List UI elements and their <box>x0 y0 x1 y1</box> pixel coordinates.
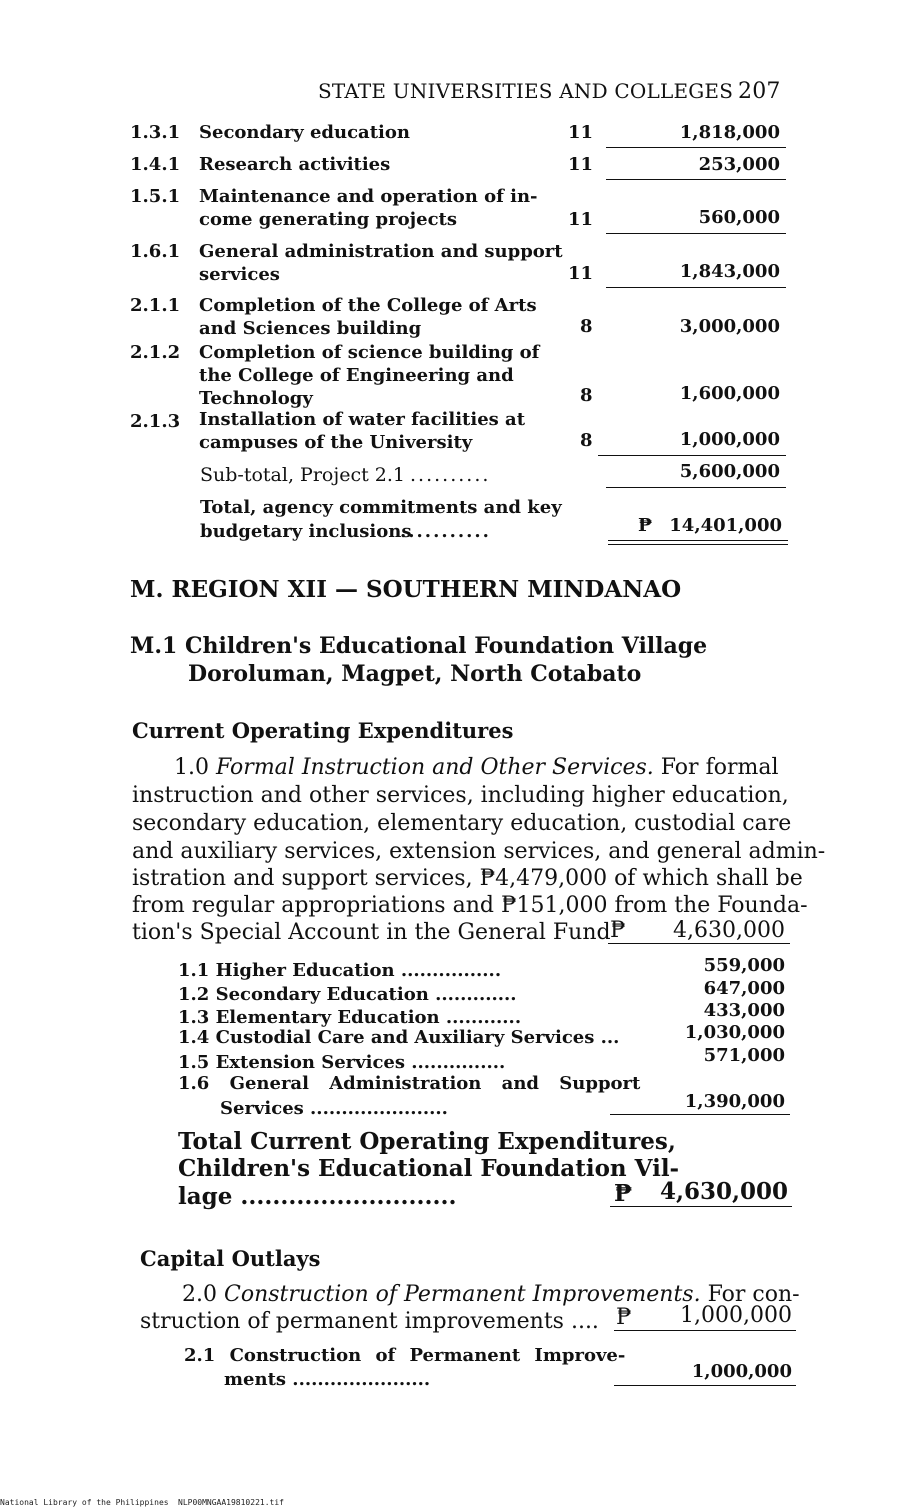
line-item-label: 1.1 Higher Education ................ <box>178 960 502 981</box>
para-amount: 4,630,000 <box>673 918 785 943</box>
item-desc: General administration and support <box>199 241 563 262</box>
currency-sign: ₱ <box>614 1180 633 1207</box>
item-amount: 253,000 <box>698 154 780 175</box>
amount-rule <box>606 147 786 148</box>
capital-heading: Capital Outlays <box>140 1246 321 1271</box>
amount-rule <box>598 455 786 456</box>
para-line: For con- <box>707 1282 800 1307</box>
item-desc: Secondary education <box>199 122 410 143</box>
item-amount: 1,818,000 <box>679 122 780 143</box>
item-desc: the College of Engineering and <box>199 365 514 386</box>
item-code: 1.3.1 <box>130 122 181 143</box>
subtotal-label: Sub-total, Project 2.1 <box>200 464 406 486</box>
total-label: Total, agency commitments and key <box>200 497 562 518</box>
current-heading: Current Operating Expenditures <box>132 718 514 743</box>
agency-title: M.1 Children's Educational Foundation Village <box>130 633 708 659</box>
line-item-label: 1.4 Custodial Care and Auxiliary Services ... <box>178 1027 620 1048</box>
item-code: 2.1.3 <box>130 411 181 432</box>
item-ref: 11 <box>568 209 594 230</box>
line-item-amount: 1,030,000 <box>684 1022 785 1043</box>
item-desc: Installation of water facilities at <box>199 409 526 430</box>
item-amount: 1,843,000 <box>679 261 780 282</box>
para-line: and auxiliary services, extension services, and general admin- <box>132 839 826 864</box>
line-item-label: 1.3 Elementary Education ............ <box>178 1007 522 1028</box>
item-code: 1.5.1 <box>130 186 181 207</box>
line-item-amount: 433,000 <box>703 1000 785 1021</box>
para-line: from regular appropriations and ₱151,000 from the Founda- <box>132 893 808 918</box>
amount-rule <box>606 233 786 234</box>
amount-rule <box>614 1385 796 1386</box>
item-desc: Technology <box>199 388 313 409</box>
line-item-amount: 647,000 <box>703 978 785 999</box>
amount-rule <box>606 179 786 180</box>
item-desc: services <box>199 264 280 285</box>
item-code: 1.4.1 <box>130 154 181 175</box>
subtotal-leader: .......... <box>410 464 491 486</box>
para-title: Construction of Permanent Improvements. <box>224 1282 701 1307</box>
item-desc: Research activities <box>199 154 391 175</box>
total-current-label: Total Current Operating Expenditures, <box>178 1128 676 1155</box>
line-item-amount: 1,390,000 <box>684 1091 785 1112</box>
total-amount: 14,401,000 <box>669 515 782 536</box>
amount-rule <box>614 1330 796 1331</box>
item-code: 1.6.1 <box>130 241 181 262</box>
footer-library: National Library of the Philippines <box>0 1498 169 1507</box>
item-ref: 8 <box>580 430 593 451</box>
item-code: 2.1.1 <box>130 295 181 316</box>
total-current-label: lage ........................... <box>178 1183 457 1210</box>
total-leader: ........... <box>400 521 491 542</box>
para-title: Formal Instruction and Other Services. <box>216 755 654 780</box>
line-item-label: 1.6 General Administration and Support <box>178 1073 641 1094</box>
item-amount: 560,000 <box>698 207 780 228</box>
para-amount: 1,000,000 <box>680 1303 792 1328</box>
currency-sign: ₱ <box>616 1305 632 1330</box>
item-amount: 1,600,000 <box>679 383 780 404</box>
item-code: 2.1.2 <box>130 342 181 363</box>
line-item-amount: 1,000,000 <box>691 1361 792 1382</box>
total-double-rule <box>608 540 788 541</box>
item-ref: 8 <box>580 385 593 406</box>
para-line: instruction and other services, including higher education, <box>132 783 789 808</box>
line-item-amount: 559,000 <box>703 955 785 976</box>
para-line: secondary education, elementary education, custodial care <box>132 811 792 836</box>
item-ref: 8 <box>580 316 593 337</box>
item-desc: Maintenance and operation of in- <box>199 186 538 207</box>
item-ref: 11 <box>568 263 594 284</box>
total-current-label: Children's Educational Foundation Vil- <box>178 1155 680 1182</box>
total-label: budgetary inclusions <box>200 521 412 542</box>
amount-rule <box>610 1206 792 1207</box>
amount-rule <box>606 487 786 488</box>
item-desc: campuses of the University <box>199 432 473 453</box>
item-amount: 3,000,000 <box>679 316 780 337</box>
item-ref: 11 <box>568 154 594 175</box>
item-amount: 1,000,000 <box>679 429 780 450</box>
subtotal-amount: 5,600,000 <box>679 461 780 482</box>
region-title: M. REGION XII — SOUTHERN MINDANAO <box>130 576 682 603</box>
amount-rule <box>606 287 786 288</box>
amount-rule <box>608 943 790 944</box>
line-item-label: 2.1 Construction of Permanent Improve- <box>184 1345 626 1366</box>
item-desc: and Sciences building <box>199 318 422 339</box>
para-line: istration and support services, ₱4,479,000 of which shall be <box>132 866 803 891</box>
total-double-rule <box>608 544 788 545</box>
para-number: 2.0 <box>182 1282 217 1307</box>
agency-location: Doroluman, Magpet, North Cotabato <box>188 661 642 687</box>
currency-sign: ₱ <box>638 515 653 536</box>
footer-filename: NLP00MNGAA19810221.tif <box>178 1498 284 1507</box>
item-desc: Completion of science building of <box>199 342 540 363</box>
line-item-label: ments ...................... <box>224 1369 431 1390</box>
para-number: 1.0 <box>174 755 209 780</box>
para-line: tion's Special Account in the General Fund <box>132 920 611 945</box>
item-desc: Completion of the College of Arts <box>199 295 537 316</box>
line-item-label: 1.2 Secondary Education ............. <box>178 984 517 1005</box>
para-line: For formal <box>660 755 779 780</box>
line-item-label: Services ...................... <box>220 1098 448 1119</box>
page-number: 207 <box>738 79 781 104</box>
line-item-amount: 571,000 <box>703 1045 785 1066</box>
currency-sign: ₱ <box>610 918 626 943</box>
amount-rule <box>610 1114 790 1115</box>
item-desc: come generating projects <box>199 209 457 230</box>
item-ref: 11 <box>568 122 594 143</box>
total-current-amount: 4,630,000 <box>659 1178 788 1205</box>
para-line: struction of permanent improvements .... <box>140 1309 599 1334</box>
running-header: STATE UNIVERSITIES AND COLLEGES <box>318 79 734 103</box>
line-item-label: 1.5 Extension Services ............... <box>178 1052 506 1073</box>
